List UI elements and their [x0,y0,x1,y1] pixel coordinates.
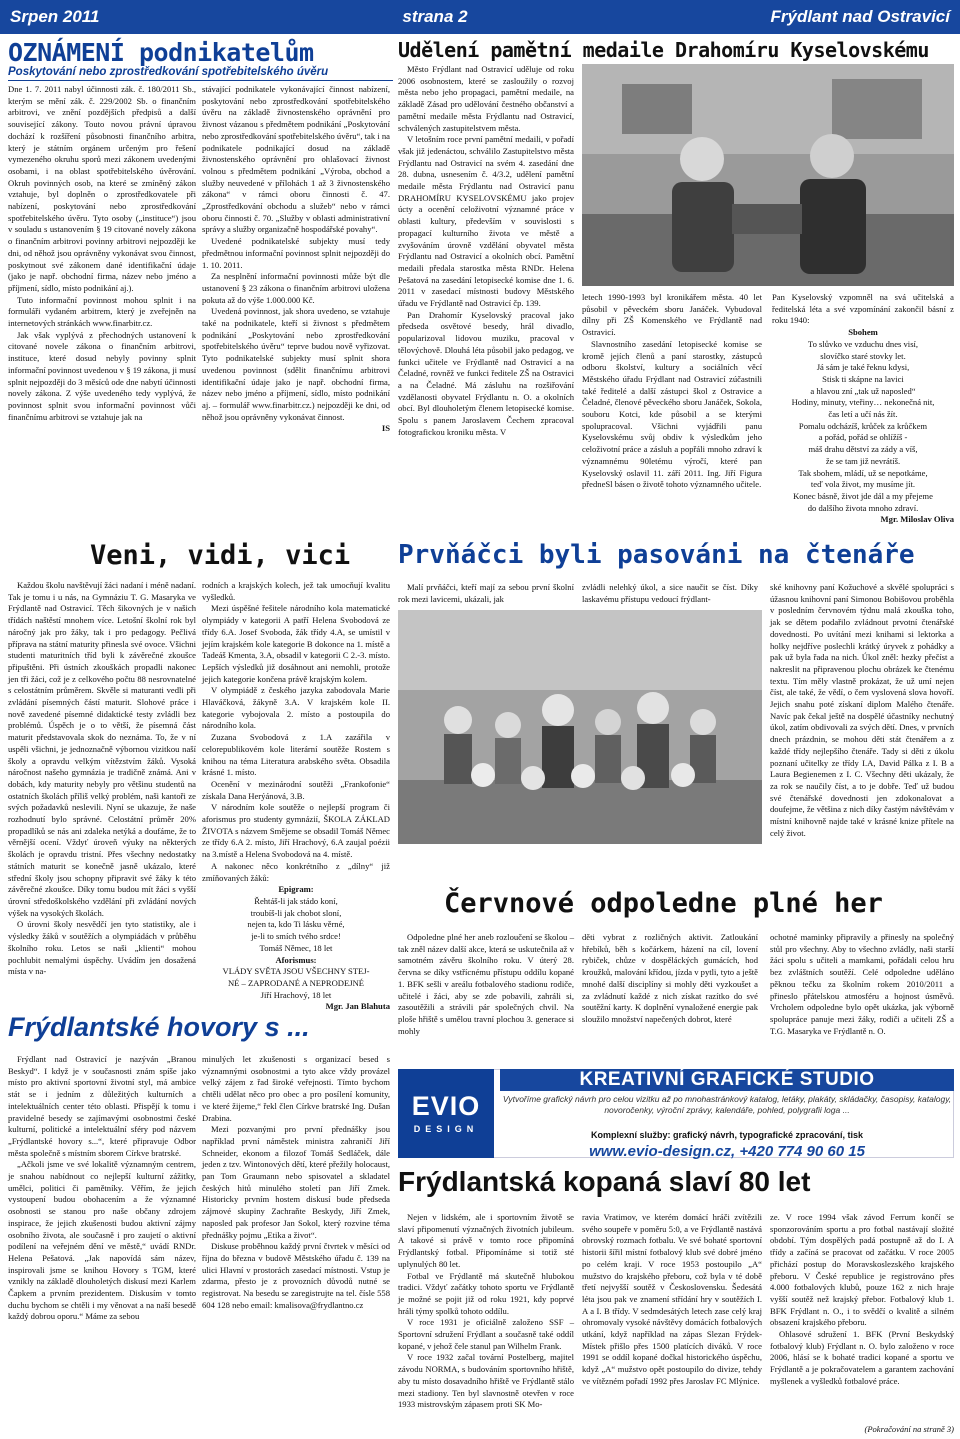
evio-website-link[interactable]: www.evio-design.cz, +420 774 90 60 15 [589,1143,865,1160]
oznameni-subtitle: Poskytování nebo zprostředkování spotřebitelského úvěru [8,66,393,81]
hovory-title: Frýdlantské hovory s ... [8,1012,310,1042]
paragraph: Uvedená povinnost, jak shora uvedeno, se vztahuje také na podnikatele, kteří si živnost s předmětem podnikání „Poskytování nebo zprostředkování spotřebitelského úvěru“ teprve budou nově vyřizovat. Tyto podnikatelské subjekty musí splnit shora uvedenou povinnost (sdělit finančnímu arbitrovi identifikační údaje jako je např. obchodní firma, název nebo jméno a příjmení, sídlo, místo podnikání aj. – formulář www.finarbitr.cz.) nejpozději ke dni, od něhož jsou oprávněny vykonávat činnost. [202,306,390,422]
kopana-col-3 [770,1212,954,1422]
paragraph: Nejen v lidském, ale i sportovním životě se slaví připomenutí význačných životních jubileum. A takové si právě v tomto roce připomíná Frýdlantský fotbal. Připomínáme si totiž sté uplynulých 80 let. [398,1212,574,1269]
poem-line: a pořád, pořád se ohlížíš - [818,432,908,443]
medaile-col-3 [772,292,954,530]
paragraph: Zuzana Svobodová z 1.A zazářila v celorepublikovém kole literární soutěže Rostem s knihou na téma Literatura arabského světa. Obsadila krásné 1. místo. [202,732,390,778]
medaile-title: Udělení pamětní medaile Drahomíru Kyselovskému [398,38,929,62]
evio-logo-text: EVIO [411,1091,481,1121]
cervnove-col-3 [770,932,954,1064]
poem-line: že se tam již nevrátíš. [825,455,901,466]
evio-description: Vytvoříme grafický návrh pro celou vizitku až po mnohastránkový katalog, letáky, plakáty, skládačky, časopisy, katalogy, novoročenky, výroční zprávy, kalendáře, pohled, polygrafii loga ... [502,1094,952,1115]
oznameni-col-1 [8,84,196,532]
prvnacci-col-2 [582,582,758,606]
evio-banner: KREATIVNÍ GRAFICKÉ STUDIO [500,1069,954,1091]
poem-line: čas letí a učí nás žít. [828,409,898,420]
paragraph: Dne 1. 7. 2011 nabyl účinnosti zák. č. 180/2011 Sb., kterým se mění zák. č. 229/2002 Sb. o finančním arbitrovi, ve znění pozdějších předpisů a další související zákony. Touto novou právní úpravou dochází k rozšíření působnosti finančního arbitra, který je státním orgánem určeným pro řešení vymezeného okruhu sporů mezi zákonem uvedenými osobami, i na oblast spotřebitelského úvěrování. Okruh povinných osob, na které se zmíněný zákon vztahuje, byl doplněn o zprostředkovatele při nabízení, poskytování nebo zprostředkování spotřebitelského úvěru. Tyto osoby („instituce“) jsou v souladu s ustanovením § 19 citované novely zákona o finančním arbitrovi povinny arbitrovi nejpozději ke dni, od něhož jsou oprávněny vykonávat svou činnost, poskytnout své zákonem dané identifikační údaje (jako je např. obchodní firma, název nebo jméno a příjmení, sídlo, místo podnikání aj.). [8,84,196,293]
paragraph: Ohlasové sdružení 1. BFK (První Beskydský fotbalový klub) Frýdlant n. O. bylo založeno v roce 2006, hlásí se k bohaté tradici kopané a sportu ve Frýdlantě a je pokračovatelem a garantem zachování myšlenek a vyšledků fotbalové práce. [770,1329,954,1386]
epigram-author: Tomáš Němec, 18 let [259,942,333,953]
paragraph: Odpoledne plné her aneb rozloučení se školou – tak zněl název další akce, která se uskutečnila až v samotném závěru školního roku. V úterý 28. června se díky vstřícnému přístupu oddílu kopané 1. BFK sešli v areálu fotbalového stadionu rodiče, učitelé i žáci, aby se zde pobavili, zahráli si, zasoutěžili a strávili pár společných chvil. Na ploše hřiště s umělou travní plochou 3. generace si mohly [398,932,574,1036]
poem-line: Já sám je také řeknu kdysi, [816,362,910,373]
issue-date: Srpen 2011 [10,7,100,26]
paragraph: Slavnostního zasedání letopisecké komise se kromě jejích členů a paní starostky, zástupců odboru školství, kultury a sociálních věcí Městského úřadu Frýdlant nad Ostravicí zúčastnili také ředitelé a další zástupci škol z Ostravice a Čeladné, členové pěveckého sboru Janáček, Sokola, souboru Kotci, kde působil a se kterými spolupracoval. Všichni vyjádřili panu Kyselovskému svůj obdiv k výsledkům jeho celoživotní práce a zásluh a popřáli mnoho zdraví k významnému 90letému výročí, které pan Kyselovský oslavil 11. září 2011. Ing. Jiří Figura předneSl básen o životě tohoto významného učitele. [582,338,762,490]
paragraph: Uvedené podnikatelské subjekty musí tedy předmětnou informační povinnost splnit nejpozději do 1. 10. 2011. [202,236,390,270]
poem-line: máš drahu dětství za zády a víš, [808,444,918,455]
veni-title: Veni, vidi, vici [90,540,351,571]
cervnove-title: Červnové odpoledne plné her [444,888,883,919]
epigram-line: troubíš-li jak chobot sloní, [250,907,342,918]
paragraph: Mezi pozvanými pro první přednášky jsou například první náměstek ministra zahraničí Jiří Schneider, ekonom a filozof Tomáš Sedláček, dále jeden z tzv. Wintonových dětí, které přežily holocaust, pan Tom Graumann nebo spisovatel a skladatel českých hitů minulého století pan Jiří Zmek. Historicky prvním hostem diskusí bude předseda zájmové skupiny Zachraňte Beskydy, Jiří Zmek, naposled pak profesor Jan Sokol, který rozvine téma přednášky pojmu „Etika a život“. [202,1124,390,1240]
paragraph: Mezi úspěšné řešitele národního kola matematické olympiády v kategorii A patří Helena Svobodová ze třídy 6.A. Josef Svoboda, žák třídy 4.A, se umístil v jejím krajském kole kategorie B dokonce na 1. místě a Tadeáš Kmenta, 3.A, obsadil v kategorii C 2.-3. místo. Lepších výsledků již dosáhnout ani nemohli, protože jejich kategorie končena právě krajským kolem. [202,603,390,684]
paragraph: O úrovni školy nesvědčí jen tyto statistiky, ale i výsledky žáků v soutěžích a olympiádách v průběhu školního roku. Letos se naši „klienti“ mohou pochlubit nemalými úspěchy. Uvádím jen dosažená místa v na- [8,919,196,977]
paragraph: Za nesplnění informační povinnosti může být dle ustanovení § 23 zákona o finančním arbitrovi uložena pokuta až do výše 1.000.000 Kč. [202,271,390,305]
signature: Mgr. Jan Blahuta [325,1001,390,1012]
kopana-col-1 [398,1212,574,1434]
prvnacci-col-1 [398,582,574,606]
paragraph: A nakonec něco konkrétního z „dílny“ již zmíňovaných žáků: [202,860,390,883]
paragraph: V olympiádě z českého jazyka zabodovala Marie Hlaváčková, žákyně 3.A. V krajském kole II. kategorie vybojovala 2. místo a postoupila do národního kola. [202,685,390,731]
signature: IS [381,423,390,434]
aforismus-title: Aforismus: [275,954,317,965]
cervnove-col-2 [582,932,758,1064]
poem-line: do dalšího života mnoho zdraví. [807,502,919,513]
paragraph: letech 1990-1993 byl kronikářem města. 40 let působil v pěveckém sboru Janáček. Vybudoval dílny při ZŠ Komenského ve Frýdlantě nad Ostravicí. [582,292,762,338]
signature: Mgr. Miloslav Oliva [880,514,954,525]
poem-line: Konec básně, život jde dál a my přejeme [793,490,933,501]
paragraph: stávající podnikatele vykonávající činnost nabízení, poskytování nebo zprostředkování spotřebitelského úvěru na základě živnostenského oprávnění pro živnost vázanou s předmětem podnikání „Poskytování nebo zprostředkování spotřebitelského úvěru“, tak i na podnikatele podnikající dosud na základě živnostenského oprávnění pro ohlašovací živnost volnou s předmětem podnikání „Výroba, obchod a služby neuvedené v přílohách 1 až 3 živnostenského zákona“ v rámci oboru činnosti č. 47. „Zprostředkování obchodu a služeb“ nebo v rámci oboru činnosti č. 70. „Služby v oblasti administrativní správy a služby organizačně hospodářské povahy“. [202,84,390,235]
kopana-title: Frýdlantská kopaná slaví 80 let [398,1166,811,1197]
paragraph: Malí prvňáčci, kteří mají za sebou první školní rok mezi lavicemi, ukázali, jak [398,582,574,604]
cervnove-col-1 [398,932,574,1064]
continued-note: (Pokračování na straně 3) [864,1424,954,1434]
paragraph: Město Frýdlant nad Ostravicí uděluje od roku 2006 osobnostem, které se zasloužily o rozvoj města nebo jeho propagaci, pamětní medaile, na základě Zásad pro udělování čestného občanství a pamětní medaile města Frýdlantu nad Ostravicí, schválených zastupitelstvem města. [398,64,574,133]
paragraph: minulých let zkušenosti s organizací besed s významnými osobnostmi a tyto akce vždy provázel velký zájem z řad široké veřejnosti. Tímto bychom chtěli udělat něco pro obec a pro posílení komunity, ve které žijeme,“ řekl člen Církve bratrské Ing. Dušan Drabina. [202,1054,390,1123]
paragraph: rodních a krajských kolech, jež tak umocňují kvalitu vyšledků. [202,580,390,602]
poem-line: teď vola život, my musíme jít. [810,479,916,490]
paragraph: ravia Vratimov, ve kterém domácí hráči zvítězili svého soupeře v poměru 5:0, a ve Frýdlantě nastává obrovský rozmach fotbalu. Ve své bohaté sportovní historii šířil místní fotbalový klub své dobré jméno po celém kraji. V roce 1953 postoupilo „A“ mužstvo do krajského přeboru, což byla v té době třetí nejvyšší soutěž v Československu. Šedesátá léta jsou pak ve znamení střídání hry v soutěžích I. A a I. B třídy. V sedmdesátých letech zase celý kraj ohromovaly vysoké návštěvy domácích fotbalových utkání, když například na zápas Slezan Frýdek-Místek přišlo přes 1500 platících diváků. V roce 1991 se oddíl kopané dočkal historického úspěchu, když „A“ mužstvo opět postoupilo do divize, tehdy ve vítězném pořadí 1992 přes Jaroslav FC Mlýnice. [582,1212,762,1386]
paragraph: Pan Drahomír Kyselovský pracoval jako předseda osvětové besedy, hrál divadlo, popularizoval lidovou muziku, pracoval v tělovýchově. Dlouhá léta působil jako pedagog, ve funkci učitele ve Frýdlantě nad Ostravicí a na Čeladné, rovněž ve funkci ředitele ZŠ na Ostravici a na Čeladné. Má zásluhu na rozšiřování vzdělanosti obyvatel Frýdlantu n. O. a okolních obcí. Byl dlouholetým členem letopisecké komise. Spolu s panem Jaroslavem Čechem zpracoval fotografickou kroniku města. V [398,309,574,437]
paragraph: V letošním roce první pamětní medaili, v pořadí však již jedenáctou, schválilo Zastupitelstvo města Frýdlantu nad Ostravicí na svém 4. zasedání dne 28. dubna, usnesením č. 4/3.2, udělení pamětní medaile města Frýdlantu nad Ostravicí panu DRAHOMÍRU KYSELOVSKÉMU jako projev úcty a ocenění celoživotní významné práce v oblasti kultury, především v souvislosti s propagací kulturního života ve městě a zvyšováním úrovně vzdělání obyvatel města Frýdlantu nad Ostravicí a okolních obcí. Pamětní medaili předala starostka města RNDr. Helena Pešatová na zasedání letopisecké komise dne 1. 6. 2011 v zasedací místnosti budovy Městského úřadu ve Frýdlantě nad Ostravicí čp. 139. [398,134,574,309]
photo-prvnacci [398,610,762,844]
poem-line: a hlavou zní „tak už naposled“ [810,385,916,396]
hovory-col-1 [8,1054,196,1434]
prvnacci-title: Prvňáčci byli pasováni na čtenáře [398,540,915,570]
page-header-bar [0,0,960,34]
kopana-col-2 [582,1212,762,1434]
aforismus-line: VLÁDY SVĚTA JSOU VŠECHNY STEJ- [222,966,370,977]
evio-logo-sub: DESIGN [413,1124,479,1134]
poem-line: Stisk ti skápne na lavici [822,373,904,384]
poem-line: slovíčko staré stovky let. [820,350,906,361]
poem-line: Tak sbohem, mládí, už se nepotkáme, [798,467,928,478]
epigram-line: je-li to smích tvého srdce! [251,931,341,942]
paragraph: děti vybrat z rozličných aktivit. Zatloukání hřebíků, běh s kočárkem, házení na cíl, lovení rybiček, chůze v dospěláckých gumácích, hod kroužků, malování křídou, jízda v pytli, tyto a ještě mnohé další disciplíny si mohly děti vyzkoušet a za zvládnutí každé z nich získat razítko do své soutěžní karty. K doplnění vynaložené energie pak sloužilo množství napečených dobrot, které [582,932,758,1024]
veni-col-1 [8,580,196,1004]
town-name: Frýdlant nad Ostravicí [770,7,950,26]
page-number: strana 2 [402,7,468,26]
paragraph: Diskuse proběhnou každý první čtvrtek v měsíci od října do března v budově Městského úřadu č. 139 na ulici Hlavní v prostorách zasedací místnosti. Vstup je zdarma, přesto je z provozních důvodů nutné se registrovat. Na besedu se zaregistrujte na tel. čísle 558 604 128 nebo email: kmalisova@frydlantno.cz [202,1241,390,1310]
paragraph: ochotné maminky připravily a přinesly na společný stůl pro všechny. Aby to všechno zvládly, naši starší žáci spolu s učiteli a mamkami, pořádali celou hru bez zvláštních soutěží. Celé odpoledne uděláno pěknou tečku za školním rokem 2010/2011 a přineslo přátelskou atmosféru a hojnost úsměvů. Vrcholem odpoledne bylo opět ukázka, jak výborně spolupráce panuje mezi žáky, rodiči a učiteli ZŠ a T.G. Masaryka ve Frýdlantě n. O. [770,932,954,1036]
oznameni-title: OZNÁMENÍ podnikatelům [8,38,314,67]
epigram-line: nejen ta, kdo Ti lásku věrné, [247,919,345,930]
medaile-col-2 [582,292,762,530]
paragraph: V národním kole soutěže o nejlepší program či aforismus pro studenty gymnázií, ŠKOLA ZÁKLAD ŽIVOTA s názvem Smějeme se obsadil Tomáš Němec ze třídy 6.A 2. místo, Jiří Hrachový, 6.A zaujal poézii na 3.místě a Helena Svobodová na 4. místě. [202,802,390,860]
paragraph: Každou školu navštěvují žáci nadaní i méně nadaní. Tak je tomu i u nás, na Gymnáziu T. G. Masaryka ve Frýdlantě nad Ostravicí. Těch šikovných je v našich třídách naštěstí mnohem více. Letošní školní rok byl náročný jak pro žáky, tak i pro pedagogy. Pečlivá příprava na státní maturity přinesla své ovoce. Všichni studenti maturitních tříd byli k závěrečné zkoušce připuštěni. Při ústních zkouškách propadli nakonec jen tři žáci, což je z celkového počtu 88 nesrovnatelné s celostátním průměrem. Skvěle si maturanti vedli při zvládání písemných částí maturit. Slohové práce i nově zavedené písemné didaktické testy zvládli bez problémů. Úspěch je o to větší, že písemná část maturit představovala skok do neznáma. To, že v ní uspěli všichni, je jednoznačně výbornou vizitkou naší školy a opravdu velkým vítězstvím žáků. Vysoká náročnost našeho gymnázia je tradičně známá. Ani v dobách, kdy maturity nebyly pro většinu studentů na ostatních školách příliš velký problém, naši kantoři ze svých požadavků neslevili. Nyní se ukazuje, že naše rozhodnutí bylo správné. Celostátní průměr 20% propadlíků se nás ani zdaleka netýká a doufáme, že to věrnější ocení. Vždyť úroveň výuky na některých školách je opravdu tristní. Přes všechny nedostatky státních maturit se konečně jasně ukázalo, které střední školy jsou schopny připravit své žáky k této závěrečné zkoušce. Díky tomu budou mít žáci s vyšší úrovní středoškolského vzdělání při zvládání nových výšek na vysokých školách. [8,580,196,918]
paragraph: Fotbal ve Frýdlantě má skutečně hlubokou tradici. Vždyť začátky tohoto sportu ve Frýdlantě je možné se pojit již od roku 1921, kdy poprvé hráli týmy spolků tohoto oddílu. [398,1270,574,1316]
paragraph: V roce 1931 je oficiálně založeno SSF – Sportovní sdružení Frýdlant a současně také oddíl kopané, v jehož čele stanul pan Wilhelm Frank. [398,1317,574,1351]
evio-services: Komplexní služby: grafický návrh, typografické zpracování, tisk [590,1130,864,1140]
photo-kyselovsky [582,64,954,286]
paragraph: zvládli nelehký úkol, a sice naučit se číst. Díky laskavému přístupu vedoucí frýdlant- [582,582,758,604]
paragraph: ze. V roce 1994 však závod Ferrum končí se sponzorováním sportu a pro fotbal nastávají složité období. Tým dospělých padá postupně až do I. A třídy a začíná se pracovat od začátku. V roce 2005 přichází postup do Moravskoslezského krajského přeboru. V České republice je registrováno přes 4.000 fotbalových klubů, pouze 162 z nich hraje vyšší soutěž než krajský přebor. Fotbalový klub 1. BFK Frýdlant n. O., i to svědčí o kvalitě a silném obsazení krajského přeboru. [770,1212,954,1328]
photo-illustration-icon [398,610,762,844]
paragraph: V roce 1932 začal tovární Postelberg, majitel závodu NORMA, s budováním sportovního hřiště, aby tu místo dosavadního hřiště ve Frýdlantě stálo mezi stadiony. Ten byl slavnostně otevřen v roce 1933 mistrovským zápasem proti SK Mo- [398,1352,574,1410]
oznameni-col-2 [202,84,390,532]
prvnacci-col-3 [770,582,954,882]
poem-line: To slůvko ve vzduchu dnes visí, [807,338,919,349]
aforismus-line: NÉ – ZAPRODANÉ A NEPRODEJNÉ [227,977,365,988]
poem-title: Sbohem [848,327,878,338]
poem-line: Hodiny, minuty, vteřiny… nekonečná nit, [791,397,935,408]
paragraph: Ocenění v mezinárodní soutěži „Frankofonie“ získala Dana Herýánová, 3.B. [202,778,390,801]
paragraph: Jak však vyplývá z přechodných ustanovení k citované novele zákona o finančním arbitrovi, instituce, které dosud nebyly povinny splnit informační povinnost uvedenou v § 19 zákona, ji musí splnit nejpozději do 3 měsíců ode dne nabytí účinnosti novely zákona. Z výše uvedeného tedy vyplývá, že povinnost splnit svou informační povinnost vůči finančnímu arbitrovi se vztahuje jak na [8,329,196,422]
veni-col-2 [202,580,390,1012]
paragraph: Pan Kyselovský vzpomněl na svá učitelská a ředitelská léta a své vzpomínání zakončil básní z roku 1940: [772,292,954,326]
photo-illustration-icon [582,64,954,286]
epigram-line: Řehtáš-li jak stádo koní, [254,895,338,906]
paragraph: „Ačkoli jsme ve své lokalitě významným centrem, je snahou nabídnout co nejlepší kulturní zážitky, umělci, politici či pamětníky. Věřím, že jejich vystoupení budou obohacením a že významné osobnosti se stanou pro naše občany zdrojem inspirace, že jejich zkušenosti budou aktivní zájmy osobního života, ale současně i pro zaujetí o aktivní podílení na veřejném dění ve městě,“ uvádí RNDr. Helena Pešatová. „Jak napovídá sám název, inspirovali jsme se knihou Hovory s TGM, které vznikly na základě dlouholetých diskusí mezi Karlem Čapkem a prvním prezidentem. Diskusím v tomto duchu bychom se chtěli i my věnovat a na naší besedě každý dobrou oporu.“ Máme za sebou [8,1159,196,1322]
aforismus-author: Jiří Hrachový, 18 let [260,989,332,1000]
paragraph: Tuto informační povinnost mohou splnit i na formuláři vydaném arbitrem, který je zveřejněn na internetových stránkách www.finarbitr.cz. [8,294,196,329]
poem-line: Pomalu odcházíš, krůček za krůčkem [798,420,928,431]
paragraph: Frýdlant nad Ostravicí je nazýván „Branou Beskyd“. I když je v současnosti znám spíše jako místo pro aktivní sportovní životní styl, má ambice stát se i jedním z důležitých kulturních a intelektuálních center této oblasti. Přispějí k tomu i pravidelné besedy se zajímavými osobnostmi české kulturní, politické a intelektuální sféry pod názvem „Frýdlantské hovory s...“, které připravuje Odbor města společně s místním sborem Církve bratrské. [8,1054,196,1158]
epigram-title: Epigram: [278,884,314,895]
paragraph: ské knihovny paní Kožuchové a skvělé spolupráci s úžasnou knihovní paní Simonou Bobišovou proběhla v posledním červnovém týdnu malá zkouška toho, jak se dětem podařilo zvládnout prvotní čtenářské dovednosti. Po uvítání mezi knihami si lektorka a holky nejdříve poslechli krátký úryvek z pohádky a pak už byla řada na nich. Úkol zněl: hezky přečíst a nakreslit na připravenou plochu obrázek ke čtenému textu. Tím měly vlastně prokázat, že už umí nejen číst, ale také, že vědí, o čem vyslovená slova hovoří. Jejich snahu poté získaní diplom Malého čtenáře. Navíc pak čekal ještě na dospělé účastníky nechutný úkol, zatím obdivovali za svých dětí. Dnes, v prvních dnech prázdnin, se mohou děti stát čtenářem a z každé třídy nejlepšího čtenáře. Tady si děti z úkolu poznaní učitelky ze třídy I.A, David Pálka z I. B a Laura Begienemen z I. C. Všechny děti ukázaly, že za rok se naučily číst, a to je dobře. Teď už budou své čtenářské dovednosti jen zdokonalovat a doufejme, že většina z nich díky častým návštěvám v místní knihovně najde také v krásné knize přítele na celý život. [770,582,954,838]
evio-logo [398,1069,494,1158]
hovory-col-2 [202,1054,390,1434]
medaile-col-1 [398,64,574,530]
